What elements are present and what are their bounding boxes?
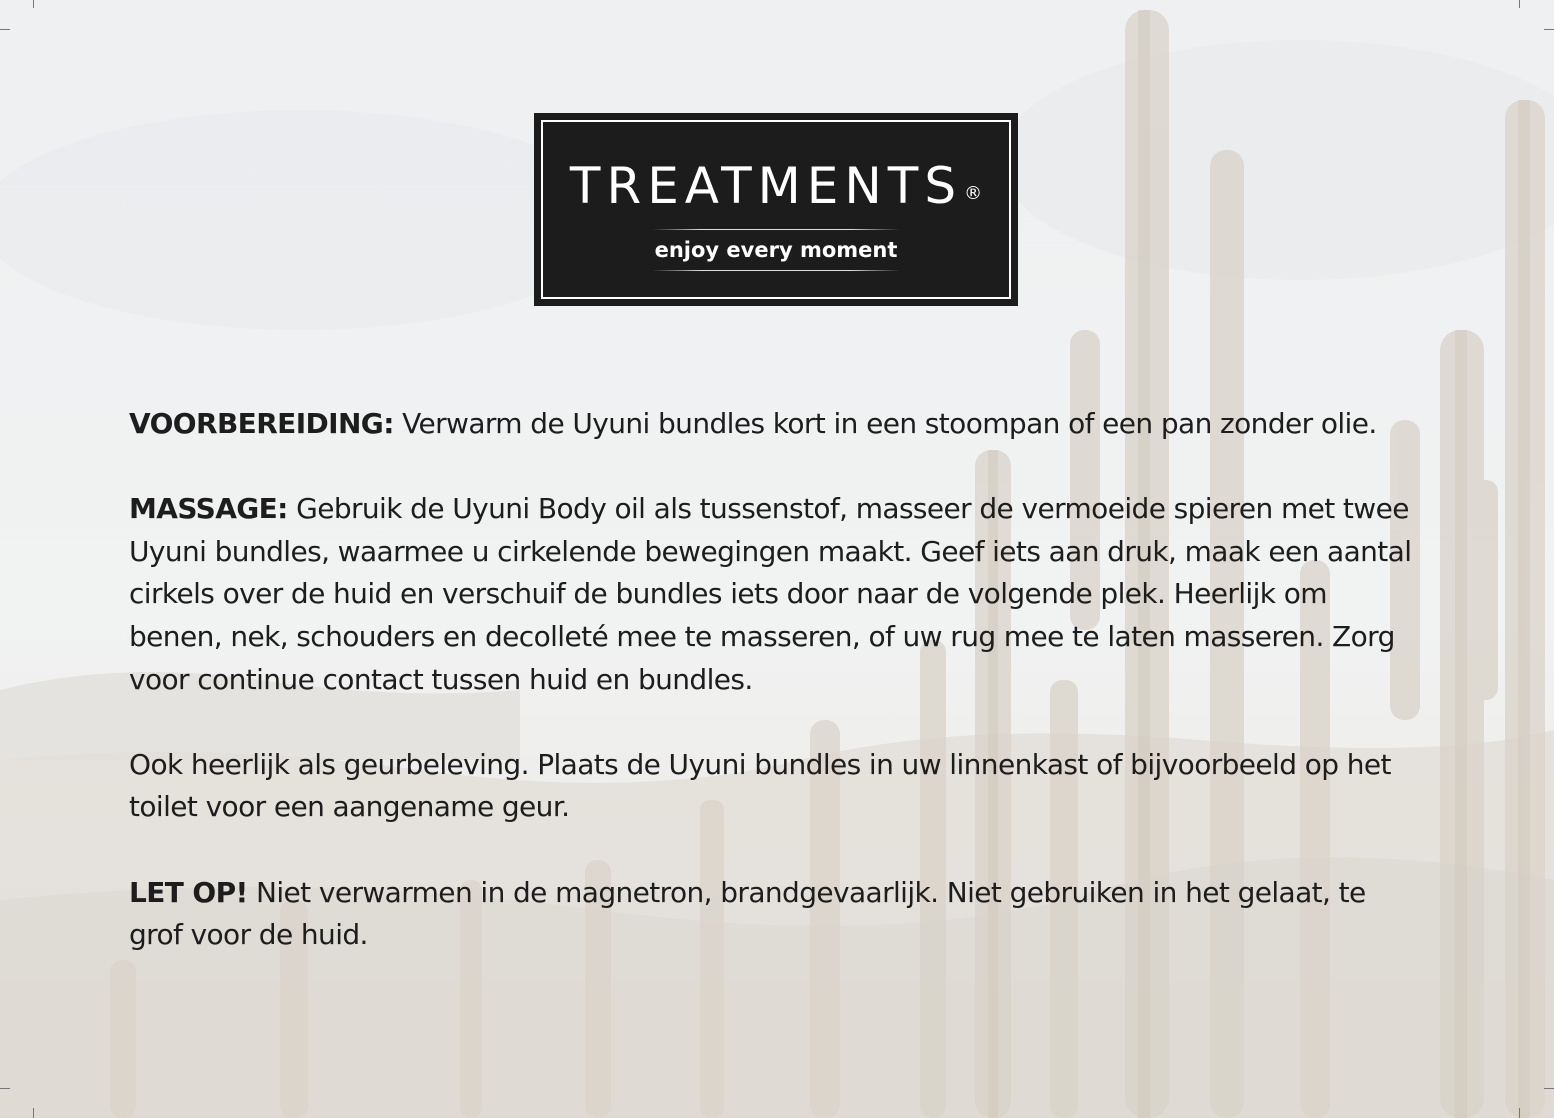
section-fragrance [129, 744, 1419, 829]
crop-mark [1544, 29, 1554, 30]
registered-mark-icon: ® [964, 183, 983, 204]
section-preparation [129, 403, 1419, 446]
section-text: Verwarm de Uyuni bundles kort in een stoompan of een pan zonder olie. [393, 407, 1377, 440]
crop-mark [0, 1088, 10, 1089]
section-text: Gebruik de Uyuni Body oil als tussenstof, masseer de vermoeide spieren met twee Uyuni bundles, waarmee u cirkelende bewegingen maakt. Geef iets aan druk, maak een aantal cirkels over de huid en verschuif de bundles iets door naar de volgende plek. Heerlijk om benen, nek, schouders en decolleté mee te masseren, of uw rug mee te laten masseren. Zorg voor continue contact tussen huid en bundles. [129, 492, 1412, 696]
section-label: MASSAGE: [129, 492, 288, 526]
section-text: Ook heerlijk als geurbeleving. Plaats de Uyuni bundles in uw linnenkast of bijvoorbeeld op het toilet voor een aangename geur. [129, 747, 1391, 824]
instructions-text [129, 403, 1419, 957]
crop-mark [33, 1108, 34, 1118]
brand-logo [534, 113, 1018, 306]
logo-tagline: enjoy every moment [654, 238, 898, 262]
tagline-rule-top [652, 229, 900, 230]
logo-title [534, 153, 1018, 219]
crop-mark [1519, 1108, 1520, 1118]
crop-mark [33, 0, 34, 8]
tagline-rule-bottom [652, 270, 900, 271]
brand-name: TREATMENTS [569, 157, 963, 215]
crop-mark [0, 29, 10, 30]
section-warning [129, 872, 1419, 957]
section-massage [129, 488, 1419, 701]
section-text: Niet verwarmen in de magnetron, brandgevaarlijk. Niet gebruiken in het gelaat, te grof voor de huid. [129, 875, 1366, 952]
section-label: VOORBEREIDING: [129, 407, 394, 440]
section-label: LET OP! [129, 875, 248, 909]
crop-mark [1519, 0, 1520, 8]
crop-mark [1544, 1088, 1554, 1089]
